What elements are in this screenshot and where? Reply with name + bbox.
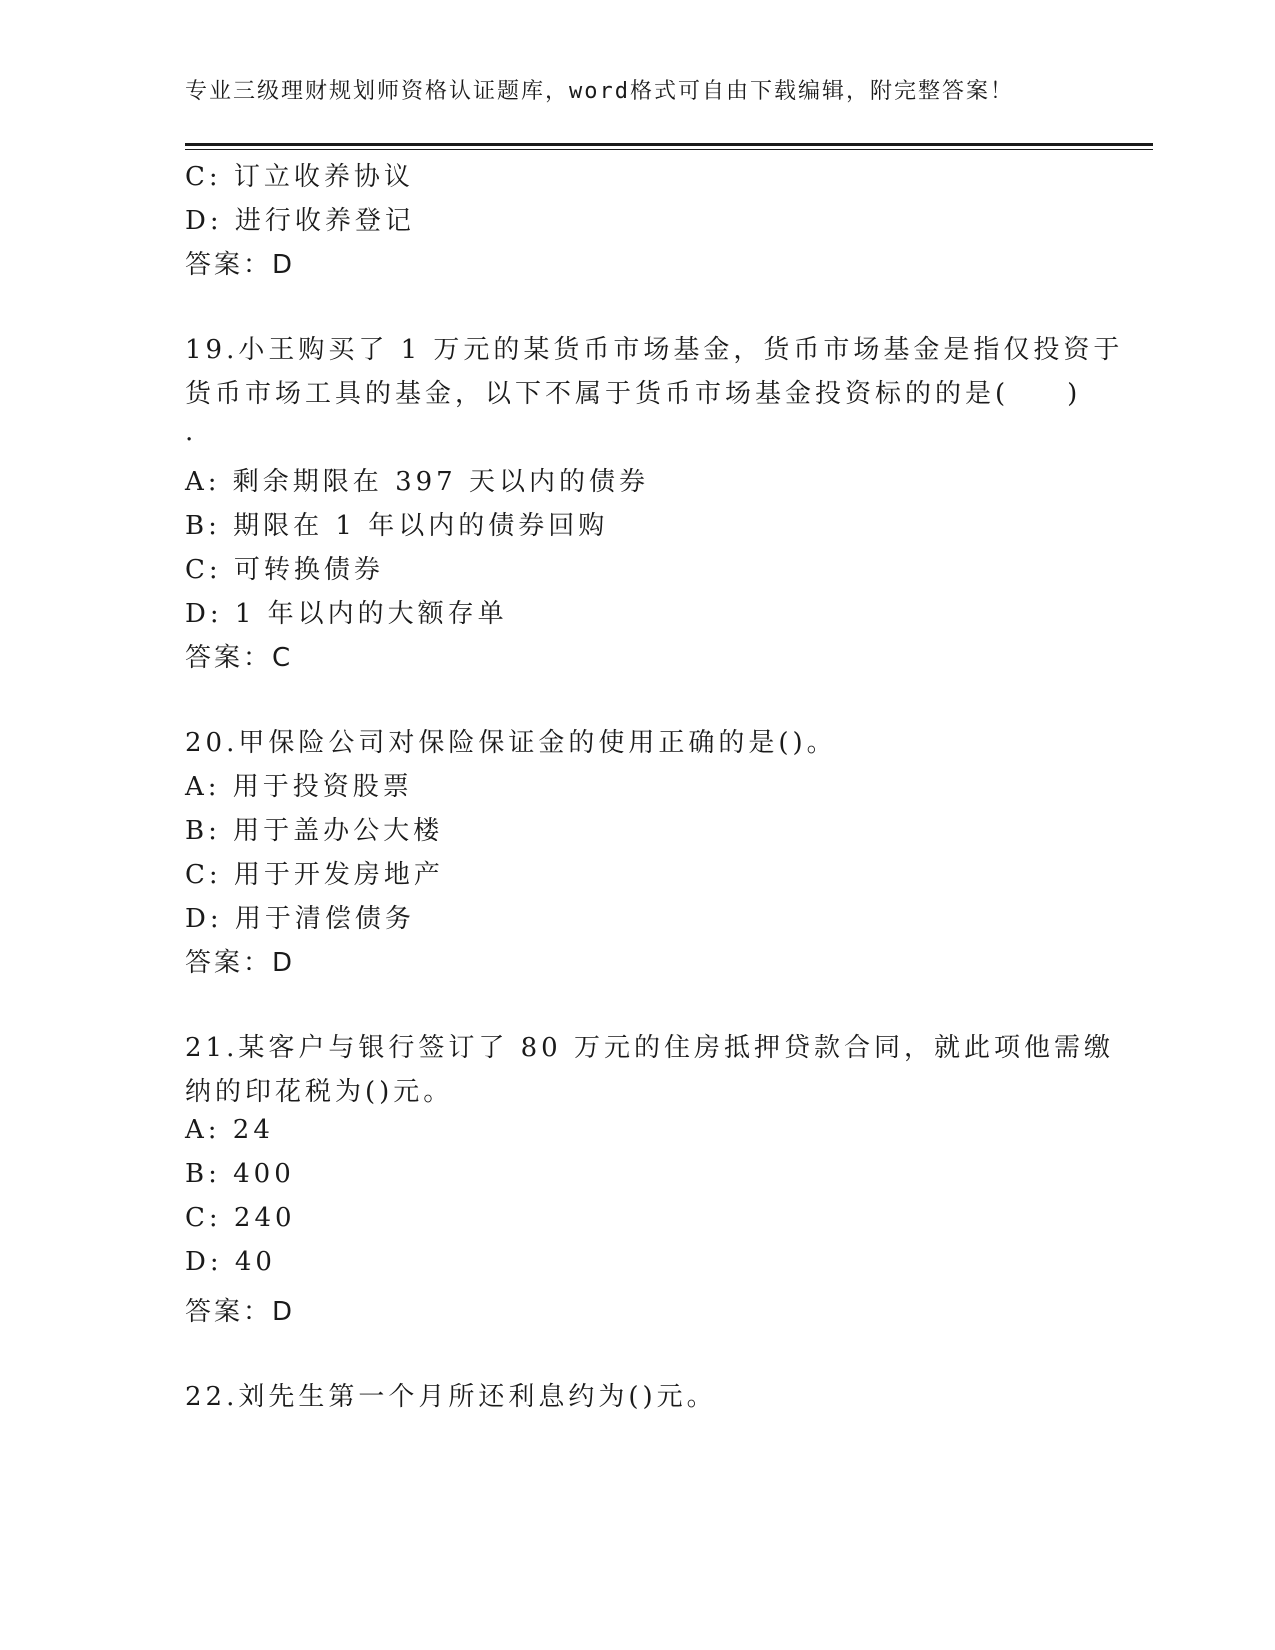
q18-option-d: D: 进行收养登记 [185, 206, 415, 236]
q19-stem-line2 [185, 373, 1081, 410]
q20-answer: 答案：D [185, 948, 296, 978]
q21-option-a: A: 24 [185, 1115, 274, 1145]
page-header: 专业三级理财规划师资格认证题库，word格式可自由下载编辑，附完整答案！ [185, 79, 1014, 104]
q19-option-d: D: 1 年以内的大额存单 [185, 599, 508, 629]
q22-stem: 22.刘先生第一个月所还利息约为()元。 [185, 1382, 717, 1412]
q19-stem-line1: 19.小王购买了 1 万元的某货币市场基金，货币市场基金是指仅投资于 [185, 335, 1124, 365]
q19-stem-close: ) [1067, 379, 1082, 409]
q18-answer: 答案：D [185, 250, 296, 280]
q19-answer: 答案：C [185, 643, 294, 673]
q20-option-b: B: 用于盖办公大楼 [185, 816, 444, 846]
q20-option-c: C: 用于开发房地产 [185, 860, 444, 890]
q18-option-c: C: 订立收养协议 [185, 162, 414, 192]
header-rule-thick [185, 143, 1153, 146]
q19-option-c: C: 可转换债券 [185, 555, 384, 585]
q21-stem-line2: 纳的印花税为()元。 [185, 1077, 454, 1107]
q21-option-d: D: 40 [185, 1247, 276, 1277]
q21-option-c: C: 240 [185, 1203, 296, 1233]
q20-option-a: A: 用于投资股票 [185, 772, 413, 802]
q21-answer: 答案：D [185, 1297, 296, 1327]
q21-option-b: B: 400 [185, 1159, 295, 1189]
q21-stem-line1: 21.某客户与银行签订了 80 万元的住房抵押贷款合同，就此项他需缴 [185, 1033, 1114, 1063]
q19-option-b: B: 期限在 1 年以内的债券回购 [185, 511, 609, 541]
q19-stem-line2-text: 货币市场工具的基金，以下不属于货币市场基金投资标的的是( [185, 379, 1010, 409]
q20-option-d: D: 用于清偿债务 [185, 904, 415, 934]
q19-stem-line3: . [185, 417, 198, 447]
q20-stem: 20.甲保险公司对保险保证金的使用正确的是()。 [185, 728, 837, 758]
header-rule-thin [185, 149, 1153, 150]
q19-option-a: A: 剩余期限在 397 天以内的债券 [185, 467, 649, 497]
